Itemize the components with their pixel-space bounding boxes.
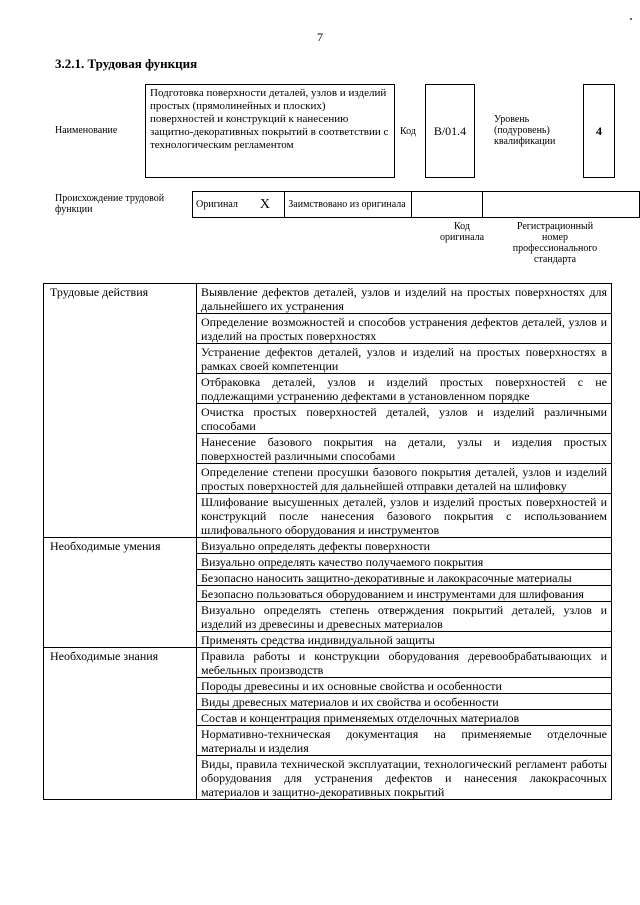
- labor-actions-item: Отбраковка деталей, узлов и изделий простых поверхностей с не подлежащими устранению дефектами в установленном порядке: [197, 374, 612, 404]
- category-required-skills: Необходимые умения: [44, 538, 197, 648]
- required-knowledge-item: Нормативно-техническая документация на применяемые отделочные материалы и изделия: [197, 726, 612, 756]
- table-row: [44, 648, 612, 678]
- required-skills-item: Применять средства индивидуальной защиты: [197, 632, 612, 648]
- page-number: 7: [317, 30, 323, 44]
- code-caption: Код оригинала: [439, 221, 485, 243]
- original-cell: [193, 192, 257, 218]
- reg-caption: Регистрационный номер профессионального стандарта: [512, 221, 598, 265]
- category-labor-actions: Трудовые действия: [44, 284, 197, 538]
- required-knowledge-item: Виды древесных материалов и их свойства и особенности: [197, 694, 612, 710]
- required-knowledge-item: Породы древесины и их основные свойства и особенности: [197, 678, 612, 694]
- reg-number-cell: [483, 192, 640, 218]
- required-skills-item: Безопасно наносить защитно-декоративные и лакокрасочные материалы: [197, 570, 612, 586]
- original-mark-cell: [257, 192, 285, 218]
- table-row: [44, 284, 612, 314]
- origin-label: Происхождение трудовой функции: [55, 193, 165, 215]
- required-skills-item: Визуально определять степень отверждения покрытий деталей, узлов и изделий из древесины и древесных материалов: [197, 602, 612, 632]
- required-knowledge-item: Виды, правила технической эксплуатации, технологический регламент работы оборудования для устранения дефектов и нанесения лакокрасочных материалов и защитно-декоративных покрытий: [197, 756, 612, 800]
- scan-speck: [630, 18, 632, 20]
- required-skills-item: Безопасно пользоваться оборудованием и инструментами для шлифования: [197, 586, 612, 602]
- labor-actions-item: Очистка простых поверхностей деталей, узлов и изделий различными способами: [197, 404, 612, 434]
- requirements-table: [43, 283, 612, 800]
- labor-actions-item: Устранение дефектов деталей, узлов и изделий на простых поверхностях в рамках своей компетенции: [197, 344, 612, 374]
- original-code-cell: [412, 192, 483, 218]
- required-skills-item: Визуально определять качество получаемого покрытия: [197, 554, 612, 570]
- function-code-value: B/01.4: [433, 123, 467, 138]
- function-name-text: Подготовка поверхности деталей, узлов и изделий простых (прямолинейных и плоских) поверхностей и конструкций к нанесению защитно-декоративных покрытий в соответствии с технологическим регламентом: [150, 87, 389, 151]
- section-title: 3.2.1. Трудовая функция: [55, 56, 198, 71]
- original-label: Оригинал: [196, 199, 238, 210]
- origin-table: [192, 191, 640, 218]
- labor-actions-item: Нанесение базового покрытия на детали, узлы и изделия простых поверхностей различными способами: [197, 434, 612, 464]
- function-code-box: [425, 84, 475, 178]
- borrowed-cell: [285, 192, 412, 218]
- borrowed-label: Заимствовано из оригинала: [288, 199, 406, 210]
- qualification-level-value: 4: [596, 123, 602, 138]
- labor-actions-item: Шлифование высушенных деталей, узлов и изделий простых поверхностей и конструкций после нанесения базового покрытия с использованием шлифовального оборудования и инструментов: [197, 494, 612, 538]
- level-label: Уровень (подуровень) квалификации: [494, 114, 556, 147]
- table-row: [44, 538, 612, 554]
- qualification-level-box: [583, 84, 615, 178]
- required-knowledge-item: Правила работы и конструкции оборудования деревообрабатывающих и мебельных производств: [197, 648, 612, 678]
- code-label: Код: [400, 126, 416, 137]
- labor-actions-item: Определение степени просушки базового покрытия деталей, узлов и изделий простых поверхностей для дальнейшей отправки деталей на шлифовку: [197, 464, 612, 494]
- name-label: Наименование: [55, 125, 118, 136]
- function-name-box: [145, 84, 395, 178]
- required-skills-item: Визуально определять дефекты поверхности: [197, 538, 612, 554]
- labor-actions-item: Выявление дефектов деталей, узлов и изделий на простых поверхностях для дальнейшего их устранения: [197, 284, 612, 314]
- original-mark: X: [259, 196, 270, 212]
- category-required-knowledge: Необходимые знания: [44, 648, 197, 800]
- required-knowledge-item: Состав и концентрация применяемых отделочных материалов: [197, 710, 612, 726]
- labor-actions-item: Определение возможностей и способов устранения дефектов деталей, узлов и изделий на простых поверхностях: [197, 314, 612, 344]
